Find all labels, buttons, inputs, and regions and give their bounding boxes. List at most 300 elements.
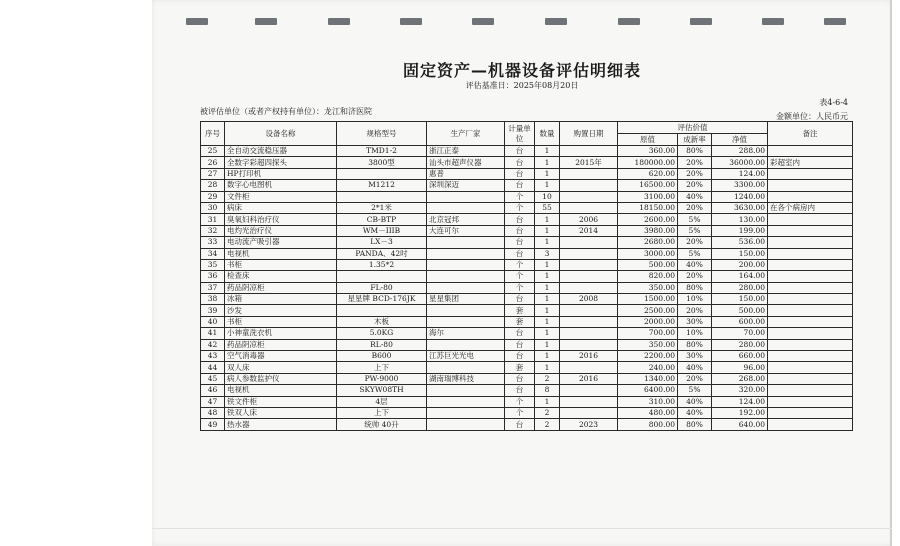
table-row (201, 248, 853, 259)
cell-qty: 3 (535, 248, 560, 259)
cell-maker (427, 362, 505, 373)
cell-newness-rate: 5% (678, 225, 712, 236)
cell-date (560, 202, 618, 213)
cell-seq: 45 (201, 373, 225, 384)
cell-newness-rate: 40% (678, 362, 712, 373)
cell-name: 书柜 (225, 316, 337, 327)
binding-holes (152, 18, 892, 34)
cell-unit: 台 (505, 339, 535, 350)
table-row (201, 396, 853, 407)
cell-seq: 43 (201, 351, 225, 362)
cell-original-value: 2500.00 (618, 305, 678, 316)
cell-date (560, 407, 618, 418)
cell-seq: 26 (201, 157, 225, 168)
header-model: 规格型号 (337, 122, 427, 146)
cell-net-value: 3630.00 (712, 202, 768, 213)
cell-date (560, 316, 618, 327)
cell-note (768, 396, 853, 407)
cell-net-value: 268.00 (712, 373, 768, 384)
table-row (201, 316, 853, 327)
cell-seq: 37 (201, 282, 225, 293)
cell-seq: 38 (201, 294, 225, 305)
cell-unit: 个 (505, 271, 535, 282)
cell-model: 上下 (337, 362, 427, 373)
cell-date: 2014 (560, 225, 618, 236)
cell-newness-rate: 5% (678, 385, 712, 396)
cell-original-value: 16500.00 (618, 180, 678, 191)
cell-note (768, 271, 853, 282)
cell-net-value: 164.00 (712, 271, 768, 282)
cell-newness-rate: 20% (678, 157, 712, 168)
cell-date (560, 259, 618, 270)
cell-seq: 35 (201, 259, 225, 270)
cell-net-value: 600.00 (712, 316, 768, 327)
cell-newness-rate: 20% (678, 271, 712, 282)
cell-date: 2016 (560, 373, 618, 384)
cell-model (337, 168, 427, 179)
cell-net-value: 280.00 (712, 282, 768, 293)
cell-qty: 1 (535, 157, 560, 168)
cell-newness-rate: 40% (678, 396, 712, 407)
cell-newness-rate: 20% (678, 202, 712, 213)
header-note: 备注 (768, 122, 853, 146)
table-row (201, 351, 853, 362)
cell-original-value: 700.00 (618, 328, 678, 339)
cell-maker (427, 259, 505, 270)
cell-seq: 48 (201, 407, 225, 418)
cell-maker: 浙江正泰 (427, 146, 505, 157)
cell-name: 电视机 (225, 385, 337, 396)
cell-qty: 1 (535, 146, 560, 157)
binding-hole (618, 18, 640, 25)
cell-seq: 30 (201, 202, 225, 213)
cell-name: 全数字彩超四探头 (225, 157, 337, 168)
cell-newness-rate: 30% (678, 316, 712, 327)
cell-qty: 2 (535, 419, 560, 430)
cell-date (560, 180, 618, 191)
cell-model: WM－IIIB (337, 225, 427, 236)
cell-net-value: 130.00 (712, 214, 768, 225)
cell-seq: 32 (201, 225, 225, 236)
cell-unit: 套 (505, 316, 535, 327)
cell-newness-rate: 5% (678, 248, 712, 259)
cell-qty: 1 (535, 316, 560, 327)
cell-unit: 个 (505, 191, 535, 202)
cell-net-value: 1240.00 (712, 191, 768, 202)
table-row (201, 373, 853, 384)
cell-date (560, 362, 618, 373)
binding-hole (545, 18, 567, 25)
cell-seq: 31 (201, 214, 225, 225)
cell-net-value: 500.00 (712, 305, 768, 316)
cell-note (768, 214, 853, 225)
cell-model: 上下 (337, 407, 427, 418)
cell-unit: 个 (505, 259, 535, 270)
cell-date: 2023 (560, 419, 618, 430)
cell-note (768, 248, 853, 259)
cell-note (768, 191, 853, 202)
cell-maker: 汕头市超声仪器 (427, 157, 505, 168)
cell-maker (427, 191, 505, 202)
cell-name: 沙发 (225, 305, 337, 316)
header-seq: 序号 (201, 122, 225, 146)
cell-qty: 1 (535, 396, 560, 407)
cell-maker (427, 282, 505, 293)
cell-note (768, 225, 853, 236)
cell-model (337, 191, 427, 202)
assessed-unit: 被评估单位（或者产权持有单位）：龙江和济医院 (200, 107, 372, 116)
cell-date (560, 282, 618, 293)
cell-qty: 1 (535, 328, 560, 339)
cell-seq: 29 (201, 191, 225, 202)
cell-model: PANDA、42吋 (337, 248, 427, 259)
cell-seq: 33 (201, 237, 225, 248)
cell-maker (427, 419, 505, 430)
cell-seq: 39 (201, 305, 225, 316)
cell-name: 病人参数监护仪 (225, 373, 337, 384)
cell-qty: 1 (535, 282, 560, 293)
cell-unit: 个 (505, 282, 535, 293)
cell-maker: 星星集团 (427, 294, 505, 305)
table-row (201, 362, 853, 373)
cell-unit: 台 (505, 294, 535, 305)
cell-newness-rate: 80% (678, 282, 712, 293)
cell-note (768, 339, 853, 350)
cell-newness-rate: 20% (678, 373, 712, 384)
cell-note (768, 419, 853, 430)
table-row (201, 202, 853, 213)
table-row (201, 339, 853, 350)
cell-net-value: 660.00 (712, 351, 768, 362)
cell-qty: 8 (535, 385, 560, 396)
cell-net-value: 96.00 (712, 362, 768, 373)
cell-name: 双人床 (225, 362, 337, 373)
cell-unit: 套 (505, 305, 535, 316)
cell-original-value: 3980.00 (618, 225, 678, 236)
cell-qty: 1 (535, 259, 560, 270)
cell-date (560, 305, 618, 316)
cell-model: 统帅 40升 (337, 419, 427, 430)
cell-maker: 深圳深迈 (427, 180, 505, 191)
cell-maker (427, 248, 505, 259)
binding-hole (472, 18, 494, 25)
cell-name: 小神童洗衣机 (225, 328, 337, 339)
cell-note (768, 282, 853, 293)
table-row (201, 419, 853, 430)
table-row (201, 305, 853, 316)
cell-unit: 台 (505, 180, 535, 191)
cell-date (560, 271, 618, 282)
cell-seq: 27 (201, 168, 225, 179)
cell-name: 数字心电图机 (225, 180, 337, 191)
cell-original-value: 2000.00 (618, 316, 678, 327)
cell-name: 药品阴凉柜 (225, 339, 337, 350)
cell-net-value: 200.00 (712, 259, 768, 270)
cell-model: 2*1米 (337, 202, 427, 213)
cell-seq: 25 (201, 146, 225, 157)
cell-date: 2008 (560, 294, 618, 305)
cell-model: 木板 (337, 316, 427, 327)
cell-model: TMD1-2 (337, 146, 427, 157)
cell-maker (427, 339, 505, 350)
cell-note (768, 385, 853, 396)
binding-hole (186, 18, 208, 25)
cell-maker: 惠普 (427, 168, 505, 179)
header-name: 设备名称 (225, 122, 337, 146)
cell-name: 铁双人床 (225, 407, 337, 418)
cell-note (768, 168, 853, 179)
table-row (201, 237, 853, 248)
cell-unit: 台 (505, 248, 535, 259)
table-row (201, 191, 853, 202)
cell-date (560, 385, 618, 396)
table-row (201, 294, 853, 305)
cell-original-value: 240.00 (618, 362, 678, 373)
cell-date (560, 328, 618, 339)
cell-maker (427, 396, 505, 407)
table-code: 表4-6-4 (819, 98, 848, 107)
cell-note (768, 407, 853, 418)
cell-unit: 台 (505, 214, 535, 225)
cell-qty: 1 (535, 225, 560, 236)
table-row (201, 214, 853, 225)
cell-net-value: 288.00 (712, 146, 768, 157)
cell-note (768, 146, 853, 157)
cell-name: 电视机 (225, 248, 337, 259)
cell-original-value: 480.00 (618, 407, 678, 418)
cell-model: 星星牌 BCD-176JK (337, 294, 427, 305)
cell-qty: 1 (535, 305, 560, 316)
cell-unit: 台 (505, 373, 535, 384)
cell-model: FL-80 (337, 282, 427, 293)
cell-seq: 47 (201, 396, 225, 407)
cell-model: CB-BTP (337, 214, 427, 225)
cell-maker: 海尔 (427, 328, 505, 339)
cell-note: 彩超室内 (768, 157, 853, 168)
cell-model: PW-9000 (337, 373, 427, 384)
cell-original-value: 620.00 (618, 168, 678, 179)
header-qty: 数量 (535, 122, 560, 146)
cell-date (560, 168, 618, 179)
cell-note (768, 294, 853, 305)
cell-qty: 1 (535, 180, 560, 191)
cell-qty: 1 (535, 294, 560, 305)
cell-newness-rate: 40% (678, 191, 712, 202)
cell-newness-rate: 20% (678, 237, 712, 248)
cell-name: 文件柜 (225, 191, 337, 202)
cell-note (768, 328, 853, 339)
cell-name: 书柜 (225, 259, 337, 270)
table-row (201, 271, 853, 282)
table-row (201, 157, 853, 168)
cell-name: 电动流产吸引器 (225, 237, 337, 248)
cell-qty: 10 (535, 191, 560, 202)
binding-hole (762, 18, 784, 25)
cell-note: 在各个病房内 (768, 202, 853, 213)
cell-note (768, 362, 853, 373)
document-title: 固定资产—机器设备评估明细表 (402, 61, 641, 80)
cell-date: 2006 (560, 214, 618, 225)
cell-date (560, 237, 618, 248)
cell-original-value: 3000.00 (618, 248, 678, 259)
cell-original-value: 800.00 (618, 419, 678, 430)
cell-unit: 台 (505, 225, 535, 236)
cell-date (560, 339, 618, 350)
cell-model: RL-80 (337, 339, 427, 350)
table-row (201, 180, 853, 191)
cell-note (768, 259, 853, 270)
cell-note (768, 180, 853, 191)
cell-unit: 台 (505, 385, 535, 396)
cell-net-value: 70.00 (712, 328, 768, 339)
cell-model: LX－3 (337, 237, 427, 248)
cell-qty: 1 (535, 168, 560, 179)
cell-seq: 41 (201, 328, 225, 339)
cell-net-value: 536.00 (712, 237, 768, 248)
cell-maker (427, 305, 505, 316)
cell-maker (427, 202, 505, 213)
cell-model: B600 (337, 351, 427, 362)
cell-model: 3800型 (337, 157, 427, 168)
cell-name: 检查床 (225, 271, 337, 282)
cell-qty: 2 (535, 407, 560, 418)
cell-seq: 36 (201, 271, 225, 282)
cell-qty: 1 (535, 237, 560, 248)
asset-table (200, 121, 853, 431)
document-page (152, 0, 892, 546)
cell-original-value: 500.00 (618, 259, 678, 270)
table-row (201, 328, 853, 339)
cell-original-value: 2200.00 (618, 351, 678, 362)
cell-seq: 28 (201, 180, 225, 191)
header-orig: 原值 (618, 134, 678, 146)
cell-maker: 江苏巨光光电 (427, 351, 505, 362)
cell-original-value: 1500.00 (618, 294, 678, 305)
cell-unit: 台 (505, 146, 535, 157)
table-row (201, 282, 853, 293)
binding-hole (328, 18, 350, 25)
cell-maker (427, 385, 505, 396)
cell-note (768, 305, 853, 316)
cell-maker: 湖南瑞博科技 (427, 373, 505, 384)
binding-hole (824, 18, 846, 25)
cell-maker (427, 271, 505, 282)
cell-name: 铁文件柜 (225, 396, 337, 407)
cell-date (560, 248, 618, 259)
cell-maker (427, 316, 505, 327)
cell-unit: 台 (505, 328, 535, 339)
cell-original-value: 18150.00 (618, 202, 678, 213)
cell-net-value: 3300.00 (712, 180, 768, 191)
cell-newness-rate: 80% (678, 419, 712, 430)
cell-note (768, 237, 853, 248)
cell-seq: 40 (201, 316, 225, 327)
cell-note (768, 373, 853, 384)
cell-net-value: 36000.00 (712, 157, 768, 168)
cell-unit: 个 (505, 396, 535, 407)
cell-original-value: 820.00 (618, 271, 678, 282)
table-row (201, 385, 853, 396)
cell-original-value: 350.00 (618, 282, 678, 293)
currency-unit: 金额单位：人民币元 (776, 112, 848, 121)
cell-date (560, 191, 618, 202)
cell-net-value: 124.00 (712, 396, 768, 407)
header-unit: 计量单位 (505, 122, 535, 146)
document-subtitle: 评估基准日：2025年08月20日 (465, 81, 579, 90)
cell-model (337, 271, 427, 282)
cell-net-value: 320.00 (712, 385, 768, 396)
header-maker: 生产厂家 (427, 122, 505, 146)
cell-newness-rate: 40% (678, 259, 712, 270)
cell-maker: 大连可尔 (427, 225, 505, 236)
cell-name: HP打印机 (225, 168, 337, 179)
table-row (201, 168, 853, 179)
cell-date (560, 146, 618, 157)
cell-original-value: 360.00 (618, 146, 678, 157)
cell-qty: 1 (535, 339, 560, 350)
cell-original-value: 2600.00 (618, 214, 678, 225)
header-net: 净值 (712, 134, 768, 146)
cell-seq: 46 (201, 385, 225, 396)
cell-date: 2015年 (560, 157, 618, 168)
cell-unit: 台 (505, 168, 535, 179)
cell-newness-rate: 80% (678, 339, 712, 350)
binding-hole (255, 18, 277, 25)
header-date: 购置日期 (560, 122, 618, 146)
cell-qty: 1 (535, 362, 560, 373)
cell-qty: 2 (535, 373, 560, 384)
cell-net-value: 640.00 (712, 419, 768, 430)
binding-hole (690, 18, 712, 25)
table-row (201, 225, 853, 236)
cell-unit: 台 (505, 237, 535, 248)
table-row (201, 146, 853, 157)
cell-net-value: 150.00 (712, 294, 768, 305)
cell-name: 药品阴凉柜 (225, 282, 337, 293)
cell-newness-rate: 20% (678, 305, 712, 316)
cell-newness-rate: 80% (678, 146, 712, 157)
cell-unit: 个 (505, 407, 535, 418)
cell-note (768, 351, 853, 362)
cell-date (560, 396, 618, 407)
cell-unit: 套 (505, 362, 535, 373)
cell-unit: 台 (505, 351, 535, 362)
cell-name: 热水器 (225, 419, 337, 430)
cell-name: 病床 (225, 202, 337, 213)
cell-name: 冰箱 (225, 294, 337, 305)
cell-date: 2016 (560, 351, 618, 362)
cell-model: SKYW08TH (337, 385, 427, 396)
table-row (201, 259, 853, 270)
cell-name: 电灼光治疗仪 (225, 225, 337, 236)
cell-note (768, 316, 853, 327)
cell-qty: 1 (535, 351, 560, 362)
cell-original-value: 350.00 (618, 339, 678, 350)
cell-net-value: 199.00 (712, 225, 768, 236)
cell-model (337, 305, 427, 316)
cell-original-value: 2680.00 (618, 237, 678, 248)
cell-original-value: 6400.00 (618, 385, 678, 396)
cell-model: 5.0KG (337, 328, 427, 339)
cell-unit: 个 (505, 202, 535, 213)
page-bottom-line (152, 528, 892, 529)
cell-name: 空气消毒器 (225, 351, 337, 362)
cell-seq: 34 (201, 248, 225, 259)
binding-hole (400, 18, 422, 25)
cell-newness-rate: 20% (678, 180, 712, 191)
cell-original-value: 180000.00 (618, 157, 678, 168)
cell-name: 臭氧妇科治疗仪 (225, 214, 337, 225)
